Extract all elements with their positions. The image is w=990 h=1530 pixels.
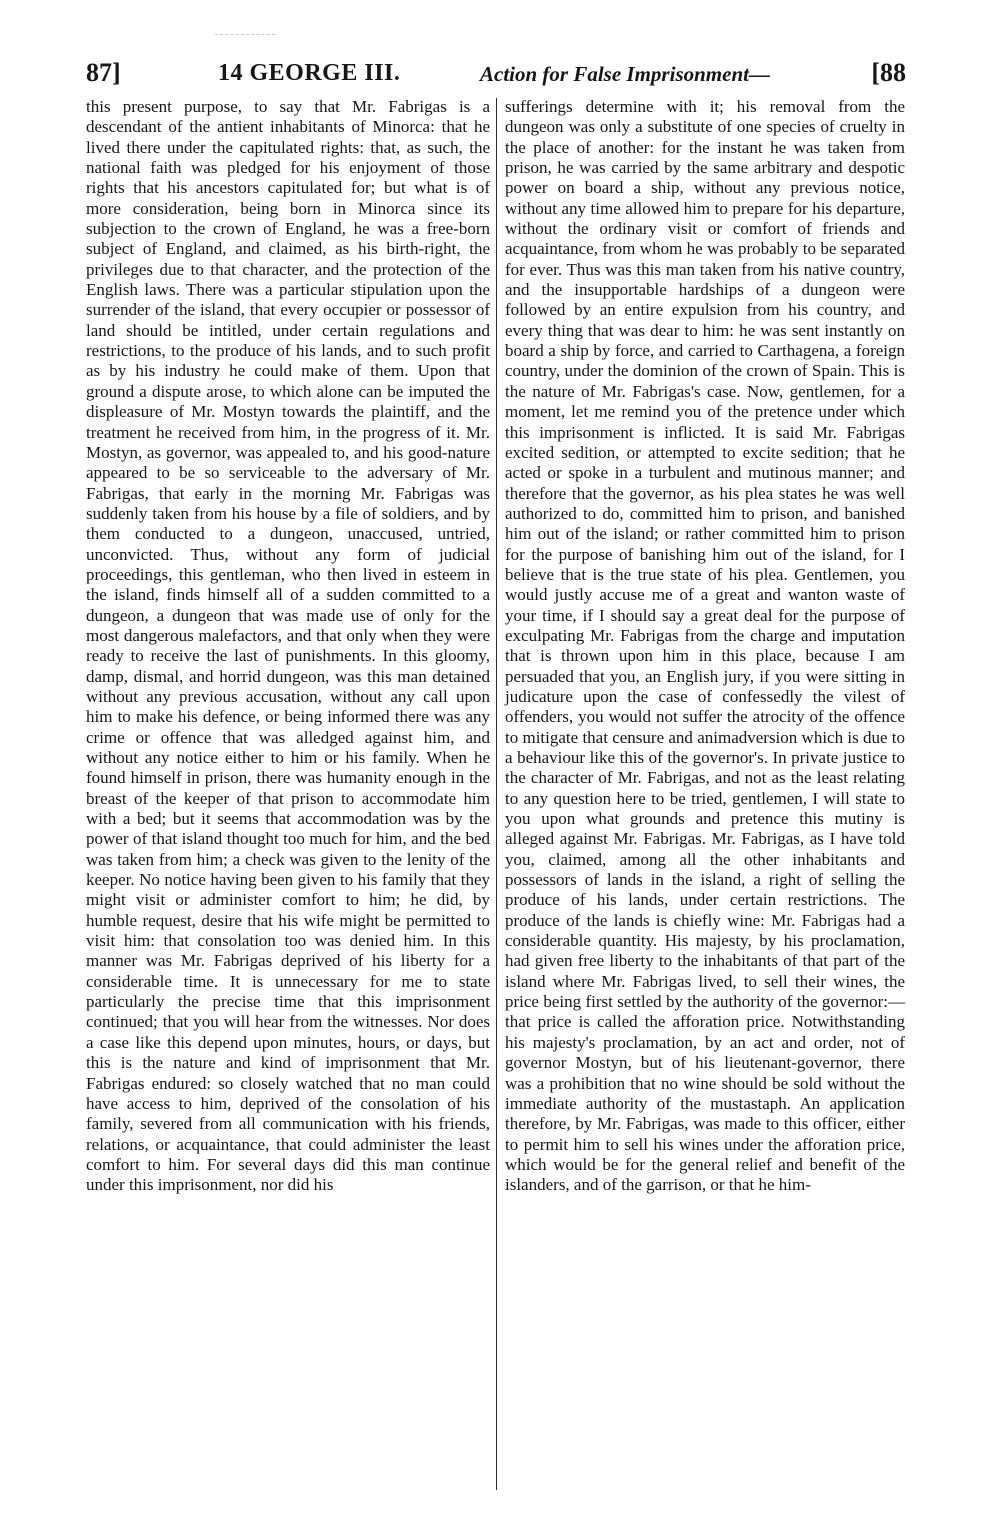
left-page-number: 87] [86,58,121,87]
left-column-text: this present purpose, to say that Mr. Fabrigas is a descendant of the antient inhabitants of Minorca: that he lived there under the capitulated rights: that, as such, the national faith was pledged for his enjoyment of those rights that his ancestors capitulated for; but what is of more consideration, being born in Minorca since its subjection to the crown of England, he was a free-born subject of England, and claimed, as his birth-right, the privileges due to that character, and the protection of the English laws. There was a particular stipulation upon the surrender of the island, that every occupier or possessor of land should be intitled, under certain regulations and restrictions, to the produce of his lands, and to such profit as by his industry he could make of them. Upon that ground a dispute arose, to which alone can be imputed the displeasure of Mr. Mostyn towards the plaintiff, and the treatment he received from him, in the progress of it. Mr. Mostyn, as governor, was appealed to, and his good-nature appeared to be so serviceable to the adversary of Mr. Fabrigas, that early in the morning Mr. Fabrigas was suddenly taken from his house by a file of soldiers, and by them conducted to a dungeon, unaccused, untried, unconvicted. Thus, without any form of judicial proceedings, this gentleman, who then lived in esteem in the island, finds himself all of a sudden committed to a dungeon, a dungeon that was made use of only for the most dangerous malefactors, and that only when they were ready to receive the last of punishments. In this gloomy, damp, dismal, and horrid dungeon, was this man detained without any previous accusation, without any call upon him to make his defence, or being informed there was any crime or offence that was alledged against him, and without any notice either to him or his family. When he found himself in prison, there was humanity enough in the breast of the keeper of that prison to accommodate him with a bed; but it seems that accommodation was by the power of that island thought too much for him, and the bed was taken from him; a check was given to the lenity of the keeper. No notice having been given to his family that they might visit or administer comfort to him; he did, by humble request, desire that his wife might be permitted to visit him: that consolation too was denied him. In this manner was Mr. Fabrigas deprived of his liberty for a considerable time. It is unnecessary for me to state particularly the precise time that this imprisonment continued; that you will hear from the witnesses. Nor does a case like this depend upon minutes, hours, or days, but this is the nature and kind of imprisonment that Mr. Fabrigas endured: so closely watched that no man could have access to him, deprived of the consolation of his family, severed from all communication with his friends, relations, or acquaintance, that could administer the least comfort to him. For several days did this man continue under this imprisonment, nor did his [86,97,490,1195]
right-column-text: sufferings determine with it; his removal from the dungeon was only a substitute of one species of cruelty in the place of another: for the instant he was taken from prison, he was carried by the same arbitrary and despotic power on board a ship, without any previous notice, without any time allowed him to prepare for his departure, without the ordinary visit or comfort of friends and acquaintance, from whom he was probably to be separated for ever. Thus was this man taken from his native country, and the insupportable hardships of a dungeon were followed by an entire expulsion from his country, and every thing that was dear to him: he was sent instantly on board a ship by force, and carried to Carthagena, a foreign country, under the dominion of the crown of Spain. This is the nature of Mr. Fabrigas's case. Now, gentlemen, for a moment, let me remind you of the pretence under which this imprisonment is inflicted. It is said Mr. Fabrigas excited sedition, or attempted to excite sedition; that he acted or spoke in a turbulent and mutinous manner; and therefore that the governor, as his plea states he was well authorized to do, committed him to prison, and banished him out of the island; or rather committed him to prison for the purpose of banishing him out of the island, for I believe that is the true state of his plea. Gentlemen, you would justly accuse me of a great and wanton waste of your time, if I should say a great deal for the purpose of exculpating Mr. Fabrigas from the charge and imputation that is thrown upon him in this place, because I am persuaded that you, an English jury, if you were sitting in judicature upon the case of confessedly the vilest of offenders, you would not suffer the atrocity of the offence to mitigate that censure and animadversion which is due to a behaviour like this of the governor's. In private justice to the character of Mr. Fabrigas, and not as the least relating to any question here to be tried, gentlemen, I will state to you upon what grounds and pretence this mutiny is alleged against Mr. Fabrigas. Mr. Fabrigas, as I have told you, claimed, among all the other inhabitants and possessors of lands in the island, a right of selling the produce of his lands, under certain restrictions. The produce of the lands is chiefly wine: Mr. Fabrigas had a considerable quantity. His majesty, by his proclamation, had given free liberty to the inhabitants of that part of the island where Mr. Fabrigas lived, to sell their wines, the price being first settled by the authority of the governor:—that price is called the afforation price. Notwithstanding his majesty's proclamation, by an act and order, not of governor Mostyn, but of his lieutenant-governor, there was a prohibition that no wine should be sold without the immediate authority of the mustastaph. An application therefore, by Mr. Fabrigas, was made to this officer, either to permit him to sell his wines under the afforation price, which would be for the general relief and benefit of the islanders, and of the garrison, or that he him- [505,97,905,1195]
left-column [86,97,490,1196]
running-title: Action for False Imprisonment— [480,62,770,86]
top-page-fragment [0,0,990,40]
top-dashed-rule [215,34,275,35]
column-divider [496,98,497,1490]
right-page-number: [88 [871,58,906,87]
reign-heading: 14 GEORGE III. [218,60,401,86]
right-column [505,97,905,1196]
page-header [86,58,906,94]
